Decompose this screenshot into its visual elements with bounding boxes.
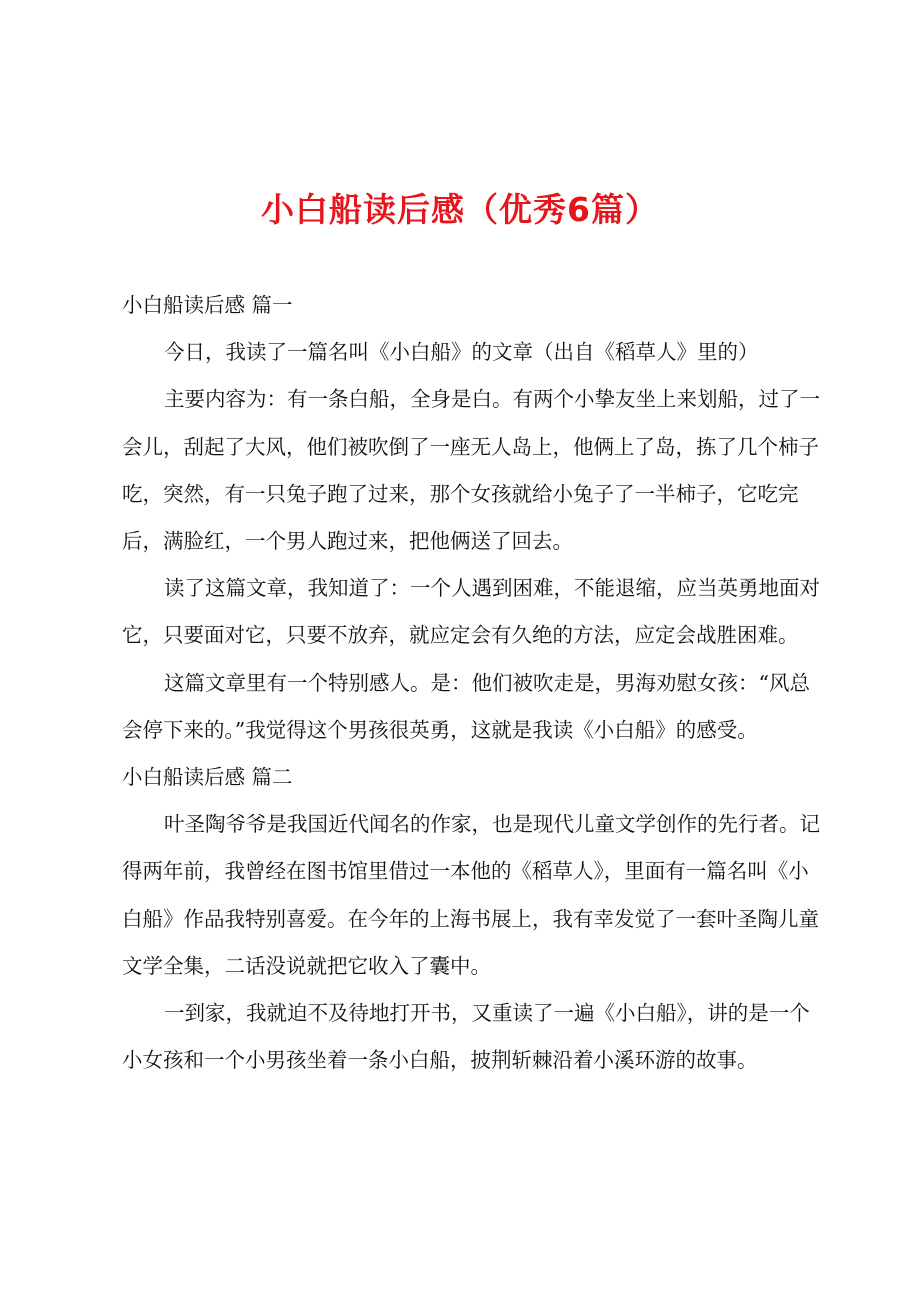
paragraph: 读了这篇文章，我知道了：一个人遇到困难，不能退缩，应当英勇地面对它，只要面对它，只要不放弃，就应定会有久绝的方法，应定会战胜困难。 — [122, 576, 820, 648]
paragraph: 这篇文章里有一个特别感人。是：他们被吹走是，男海劝慰女孩：“风总会停下来的。”我觉得这个男孩很英勇，这就是我读《小白船》的感受。 — [122, 670, 810, 742]
paragraph: 今日，我读了一篇名叫《小白船》的文章（出自《稻草人》里的） — [164, 340, 759, 365]
section-heading: 小白船读后感 篇二 — [122, 765, 293, 790]
document-body — [122, 282, 822, 1084]
document-title: 小白船读后感（优秀6篇） — [261, 190, 659, 229]
section-heading: 小白船读后感 篇一 — [122, 293, 293, 317]
paragraph: 叶圣陶爷爷是我国近代闻名的作家，也是现代儿童文学创作的先行者。记得两年前，我曾经在图书馆里借过一本他的《稻草人》，里面有一篇名叫《小白船》作品我特别喜爱。在今年的上海书展上，我有幸发觉了一套叶圣陶儿童文学全集，二话没说就把它收入了囊中。 — [122, 812, 820, 978]
paragraph: 主要内容为：有一条白船，全身是白。有两个小挚友坐上来划船，过了一会儿，刮起了大风，他们被吹倒了一座无人岛上，他俩上了岛，拣了几个柿子吃，突然，有一只兔子跑了过来，那个女孩就给小兔子了一半柿子，它吃完后，满脸红，一个男人跑过来，把他俩送了回去。 — [122, 387, 820, 554]
paragraph: 一到家，我就迫不及待地打开书，又重读了一遍《小白船》，讲的是一个小女孩和一个小男孩坐着一条小白船，披荆斩棘沿着小溪环游的故事。 — [122, 1001, 810, 1073]
